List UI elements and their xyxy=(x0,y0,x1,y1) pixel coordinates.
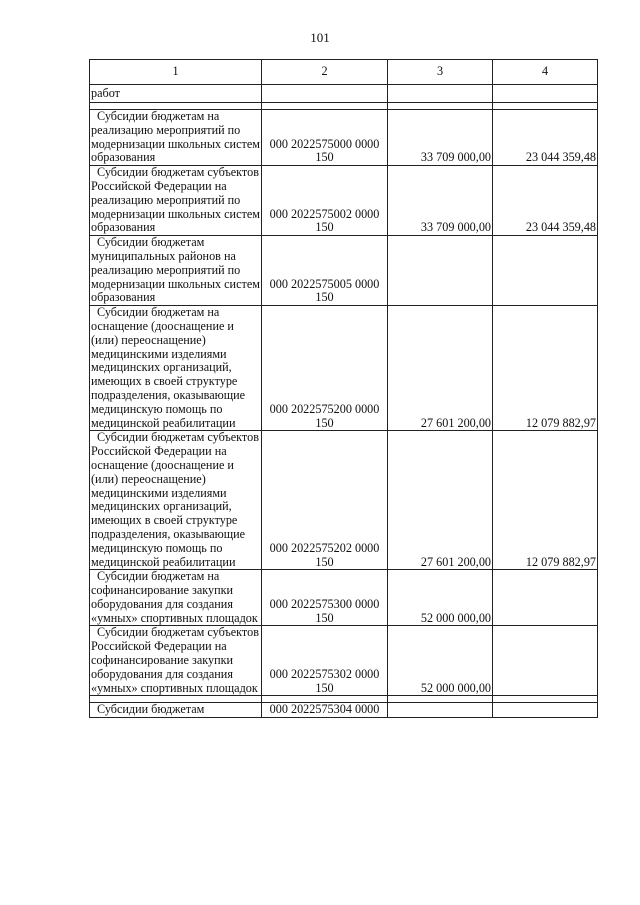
column-header-1: 1 xyxy=(90,60,262,85)
row-executed: 12 079 882,97 xyxy=(493,431,598,570)
row-executed xyxy=(493,570,598,626)
row-executed: 23 044 359,48 xyxy=(493,166,598,236)
column-header-3: 3 xyxy=(388,60,493,85)
row-name: Субсидии бюджетам xyxy=(97,702,205,717)
row-planned xyxy=(388,236,493,306)
row-name: Субсидии бюджетам на софинансирование закупки оборудования для создания «умных» спортивных площадок xyxy=(91,569,258,625)
row-code: 000 2022575002 0000 150 xyxy=(262,166,388,236)
row-executed xyxy=(493,703,598,718)
row-name: Субсидии бюджетам на оснащение (дооснащение и (или) переоснащение) медицинскими изделиями медицинских организаций, имеющих в своей структуре подразделения, оказывающие медицинскую помощь по медицинской реабилитации xyxy=(91,305,246,430)
column-header-4: 4 xyxy=(493,60,598,85)
row-planned: 27 601 200,00 xyxy=(388,306,493,431)
row-code: 000 2022575304 0000 xyxy=(262,703,388,718)
row-planned: 33 709 000,00 xyxy=(388,110,493,166)
row-code: 000 2022575300 0000 150 xyxy=(262,570,388,626)
row-name: Субсидии бюджетам субъектов Российской Федерации на реализацию мероприятий по модернизации школьных систем образования xyxy=(91,165,260,235)
column-header-2: 2 xyxy=(262,60,388,85)
page-number: 101 xyxy=(310,30,330,45)
row-planned: 52 000 000,00 xyxy=(388,626,493,696)
table-row xyxy=(90,431,598,570)
row-planned: 27 601 200,00 xyxy=(388,431,493,570)
row-name: Субсидии бюджетам муниципальных районов на реализацию мероприятий по модернизации школьных систем образования xyxy=(91,235,260,305)
table-row xyxy=(90,166,598,236)
row-code: 000 2022575000 0000 150 xyxy=(262,110,388,166)
table-row xyxy=(90,306,598,431)
row-code: 000 2022575202 0000 150 xyxy=(262,431,388,570)
row-code: 000 2022575200 0000 150 xyxy=(262,306,388,431)
table-row xyxy=(90,626,598,696)
row-planned: 33 709 000,00 xyxy=(388,166,493,236)
row-name: работ xyxy=(90,85,262,103)
row-name: Субсидии бюджетам субъектов Российской Федерации на оснащение (дооснащение и (или) переоснащение) медицинскими изделиями медицинских организаций, имеющих в своей структуре подразделения, оказывающие медицинскую помощь по медицинской реабилитации xyxy=(91,430,259,569)
row-name: Субсидии бюджетам на реализацию мероприятий по модернизации школьных систем образования xyxy=(91,109,260,165)
row-name: Субсидии бюджетам субъектов Российской Федерации на софинансирование закупки оборудования для создания «умных» спортивных площадок xyxy=(91,625,259,695)
row-planned: 52 000 000,00 xyxy=(388,570,493,626)
table-header-row xyxy=(90,60,598,85)
table-row-continued xyxy=(90,85,598,103)
table-row xyxy=(90,236,598,306)
budget-table xyxy=(89,59,598,718)
table-row xyxy=(90,570,598,626)
row-code: 000 2022575302 0000 150 xyxy=(262,626,388,696)
table-row xyxy=(90,703,598,718)
table-row xyxy=(90,110,598,166)
row-executed: 23 044 359,48 xyxy=(493,110,598,166)
row-executed xyxy=(493,236,598,306)
row-executed: 12 079 882,97 xyxy=(493,306,598,431)
row-executed xyxy=(493,626,598,696)
row-planned xyxy=(388,703,493,718)
row-code: 000 2022575005 0000 150 xyxy=(262,236,388,306)
